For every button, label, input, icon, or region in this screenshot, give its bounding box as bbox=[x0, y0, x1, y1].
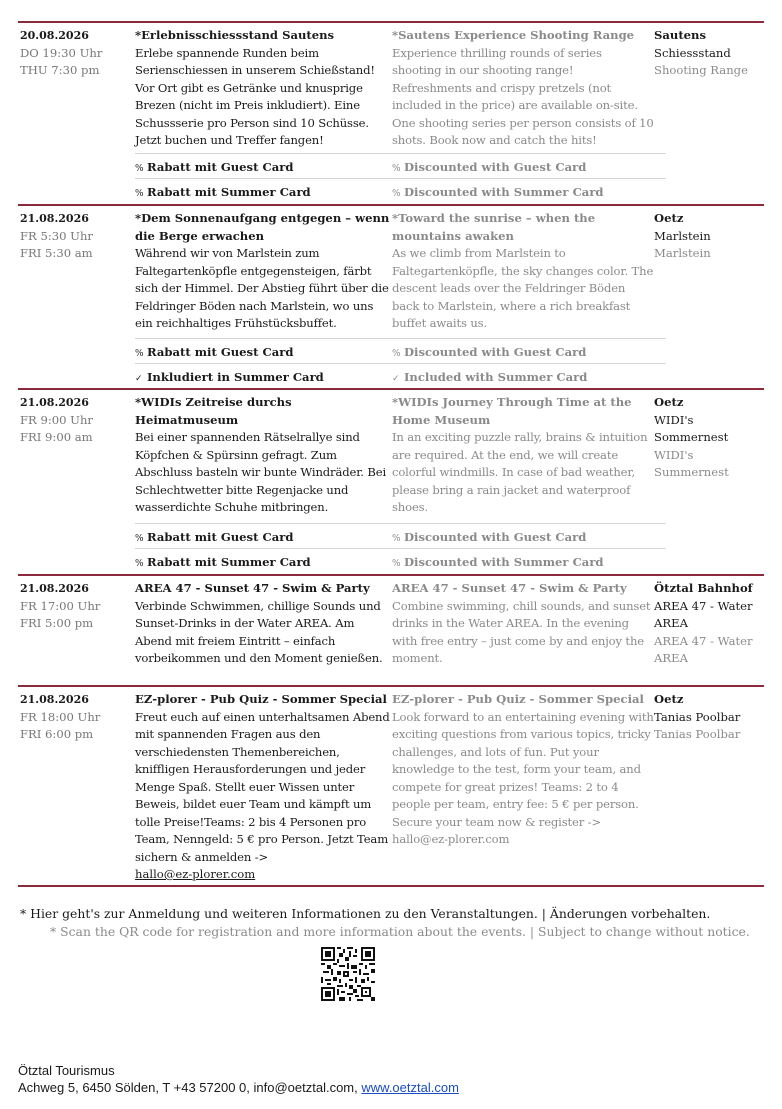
event-date-block bbox=[20, 210, 132, 263]
event-time-en: FRI 5:00 pm bbox=[20, 616, 94, 630]
event-location-place: Oetz bbox=[654, 211, 684, 225]
event-date-block bbox=[20, 27, 132, 80]
event-location-venue: Tanias Poolbar bbox=[654, 709, 741, 724]
event-german-column bbox=[135, 580, 393, 668]
event-german-column bbox=[135, 691, 393, 884]
event-description-de: Während wir von Marlstein zum Faltegartenköpfle entgegensteigen, färbt sich der Himmel. Der Abstieg führt über die Feldringer Böden nach Marlstein, wo uns ein reichhaltiges Frühstücksbuffet. bbox=[135, 246, 389, 330]
percent-icon: % bbox=[392, 164, 401, 174]
email-link[interactable]: hallo@ez-plorer.com bbox=[135, 867, 256, 881]
event-german-column bbox=[135, 394, 393, 517]
event-location-venue-en: Shooting Range bbox=[654, 63, 748, 77]
event-location-place: Oetz bbox=[654, 692, 684, 706]
badge-divider bbox=[135, 548, 666, 549]
event-description-en: Look forward to an entertaining evening with exciting questions from various topics, tricky challenges, and lots of fun. Put your knowledge to the test, form your team, and compete for great prizes! Teams: 2 to 4 people per team, entry fee: 5 € per person. Secure your team now & register -> hallo@ez-plorer.com bbox=[392, 709, 654, 846]
event-time-en: FRI 5:30 am bbox=[20, 246, 93, 260]
event-english-column bbox=[392, 691, 654, 849]
percent-icon: % bbox=[135, 534, 144, 544]
event-time-de: FR 5:30 Uhr bbox=[20, 228, 93, 243]
event-location-column bbox=[654, 394, 766, 482]
event-title-en: *WIDIs Journey Through Time at the Home Museum bbox=[392, 395, 632, 427]
event-description-de: Freut euch auf einen unterhaltsamen Abend mit spannenden Fragen aus den verschiedensten Themenbereichen, kniffligen Herausforderungen und jeder Menge Spaß. Stellt euer Wissen unter Beweis, bildet euer Team und kämpft um tolle Preise!Teams: 2 bis 4 Personen pro Team, Nenngeld: 5 € pro Person. Jetzt Team sichern & anmelden -> bbox=[135, 709, 390, 864]
badge-de: % Rabatt mit Guest Card bbox=[135, 344, 293, 362]
event-time-en: FRI 9:00 am bbox=[20, 430, 93, 444]
event-date: 21.08.2026 bbox=[20, 212, 89, 225]
badge-divider bbox=[135, 338, 666, 339]
event-german-column bbox=[135, 210, 393, 333]
event-location-venue-en: AREA 47 - Water AREA bbox=[654, 633, 753, 665]
percent-icon: % bbox=[135, 349, 144, 359]
event-date-block bbox=[20, 394, 132, 447]
event-location-venue: Marlstein bbox=[654, 228, 711, 243]
event-location-place: Ötztal Bahnhof bbox=[654, 581, 753, 595]
event-location-column bbox=[654, 580, 766, 668]
event-location-column bbox=[654, 27, 766, 80]
badge-en: % Discounted with Guest Card bbox=[392, 344, 586, 362]
percent-icon: % bbox=[392, 534, 401, 544]
organization-address bbox=[18, 1080, 459, 1095]
event-title-de: EZ-plorer - Pub Quiz - Sommer Special bbox=[135, 692, 387, 706]
event-description-en: As we climb from Marlstein to Faltegartenköpfle, the sky changes color. The descent leads over the Feldringer Böden back to Marlstein, where a rich breakfast buffet awaits us. bbox=[392, 246, 654, 330]
event-location-venue-en: WIDI's Summernest bbox=[654, 447, 729, 479]
organization-name: Ötztal Tourismus bbox=[18, 1063, 115, 1078]
event-english-column bbox=[392, 27, 654, 150]
qr-code-icon[interactable] bbox=[321, 947, 375, 1001]
badge-de: % Rabatt mit Summer Card bbox=[135, 184, 311, 202]
check-icon: ✓ bbox=[392, 374, 400, 384]
event-row-4 bbox=[18, 574, 764, 685]
event-german-column bbox=[135, 27, 393, 150]
badge-en: % Discounted with Guest Card bbox=[392, 159, 586, 177]
event-date-block bbox=[20, 580, 132, 633]
event-location-place: Oetz bbox=[654, 395, 684, 409]
event-time-en: THU 7:30 pm bbox=[20, 63, 100, 77]
event-row-1 bbox=[18, 21, 764, 204]
event-description-en: Experience thrilling rounds of series shooting in our shooting range! Refreshments and crispy pretzels (not included in the price) are available on-site. One shooting series per person consists of 10 shots. Book now and catch the hits! bbox=[392, 45, 654, 147]
badge-de: % Rabatt mit Guest Card bbox=[135, 159, 293, 177]
event-description-en: In an exciting puzzle rally, brains & intuition are required. At the end, we will create colorful windmills. In case of bad weather, please bring a rain jacket and waterproof shoes. bbox=[392, 430, 648, 514]
event-title-de: *Erlebnisschiessstand Sautens bbox=[135, 28, 335, 42]
footnote-german: * Hier geht's zur Anmeldung und weiteren Informationen zu den Veranstaltungen. | Änderungen vorbehalten. bbox=[20, 906, 711, 921]
event-title-en: EZ-plorer - Pub Quiz - Sommer Special bbox=[392, 692, 644, 706]
badge-de: ✓ Inkludiert in Summer Card bbox=[135, 369, 324, 387]
event-location-venue: AREA 47 - Water AREA bbox=[654, 598, 753, 630]
address-text: Achweg 5, 6450 Sölden, T +43 57200 0, info@oetztal.com, bbox=[18, 1080, 362, 1095]
footnote-english: * Scan the QR code for registration and more information about the events. | Subject to change without notice. bbox=[50, 924, 750, 939]
event-title-de: AREA 47 - Sunset 47 - Swim & Party bbox=[135, 581, 370, 595]
event-title-en: AREA 47 - Sunset 47 - Swim & Party bbox=[392, 581, 627, 595]
event-date: 20.08.2026 bbox=[20, 29, 89, 42]
event-time-de: FR 18:00 Uhr bbox=[20, 709, 101, 724]
website-link[interactable]: www.oetztal.com bbox=[361, 1080, 459, 1095]
badge-en: % Discounted with Summer Card bbox=[392, 184, 604, 202]
percent-icon: % bbox=[392, 189, 401, 199]
event-title-de: *Dem Sonnenaufgang entgegen – wenn die Berge erwachen bbox=[135, 211, 390, 243]
event-date-block bbox=[20, 691, 132, 744]
event-english-column bbox=[392, 394, 654, 517]
event-time-de: FR 17:00 Uhr bbox=[20, 598, 101, 613]
event-description-de: Erlebe spannende Runden beim Serienschiessen in unserem Schießstand! Vor Ort gibt es Getränke und knusprige Brezen (nicht im Preis inkludiert). Eine Schussserie pro Person sind 10 Schüsse. Jetzt buchen und Treffer fangen! bbox=[135, 45, 375, 147]
event-date: 21.08.2026 bbox=[20, 396, 89, 409]
percent-icon: % bbox=[392, 559, 401, 569]
event-time-de: DO 19:30 Uhr bbox=[20, 45, 103, 60]
percent-icon: % bbox=[135, 164, 144, 174]
event-time-en: FRI 6:00 pm bbox=[20, 727, 94, 741]
percent-icon: % bbox=[135, 559, 144, 569]
badge-divider bbox=[135, 178, 666, 179]
event-location-venue-en: Marlstein bbox=[654, 246, 711, 260]
event-date: 21.08.2026 bbox=[20, 693, 89, 706]
badge-divider bbox=[135, 153, 666, 154]
check-icon: ✓ bbox=[135, 374, 143, 384]
event-location-place: Sautens bbox=[654, 28, 707, 42]
event-title-de: *WIDIs Zeitreise durchs Heimatmuseum bbox=[135, 395, 292, 427]
event-location-column bbox=[654, 691, 766, 744]
badge-de: % Rabatt mit Summer Card bbox=[135, 554, 311, 572]
event-location-venue: Schiessstand bbox=[654, 45, 731, 60]
badge-de: % Rabatt mit Guest Card bbox=[135, 529, 293, 547]
event-english-column bbox=[392, 580, 654, 668]
event-row-5 bbox=[18, 685, 764, 887]
event-title-en: *Toward the sunrise – when the mountains awaken bbox=[392, 211, 596, 243]
event-description-de: Bei einer spannenden Rätselrallye sind Köpfchen & Spürsinn gefragt. Zum Abschluss basteln wir bunte Windräder. Bei Schlechtwetter bitte Regenjacke und wasserdichte Schuhe mitbringen. bbox=[135, 430, 387, 514]
event-description-en: Combine swimming, chill sounds, and sunset drinks in the Water AREA. In the evening with free entry – just come by and enjoy the moment. bbox=[392, 598, 651, 665]
event-row-3 bbox=[18, 388, 764, 574]
event-row-2 bbox=[18, 204, 764, 388]
event-location-venue: WIDI's Sommernest bbox=[654, 412, 729, 444]
event-english-column bbox=[392, 210, 654, 333]
percent-icon: % bbox=[135, 189, 144, 199]
event-description-de: Verbinde Schwimmen, chillige Sounds und Sunset-Drinks in der Water AREA. Am Abend mit freiem Eintritt – einfach vorbeikommen und den Moment genießen. bbox=[135, 598, 383, 665]
event-title-en: *Sautens Experience Shooting Range bbox=[392, 28, 635, 42]
event-location-venue-en: Tanias Poolbar bbox=[654, 727, 741, 741]
badge-en: % Discounted with Summer Card bbox=[392, 554, 604, 572]
event-date: 21.08.2026 bbox=[20, 582, 89, 595]
percent-icon: % bbox=[392, 349, 401, 359]
event-location-column bbox=[654, 210, 766, 263]
badge-en: ✓ Included with Summer Card bbox=[392, 369, 587, 387]
badge-divider bbox=[135, 363, 666, 364]
event-time-de: FR 9:00 Uhr bbox=[20, 412, 93, 427]
badge-en: % Discounted with Guest Card bbox=[392, 529, 586, 547]
badge-divider bbox=[135, 523, 666, 524]
